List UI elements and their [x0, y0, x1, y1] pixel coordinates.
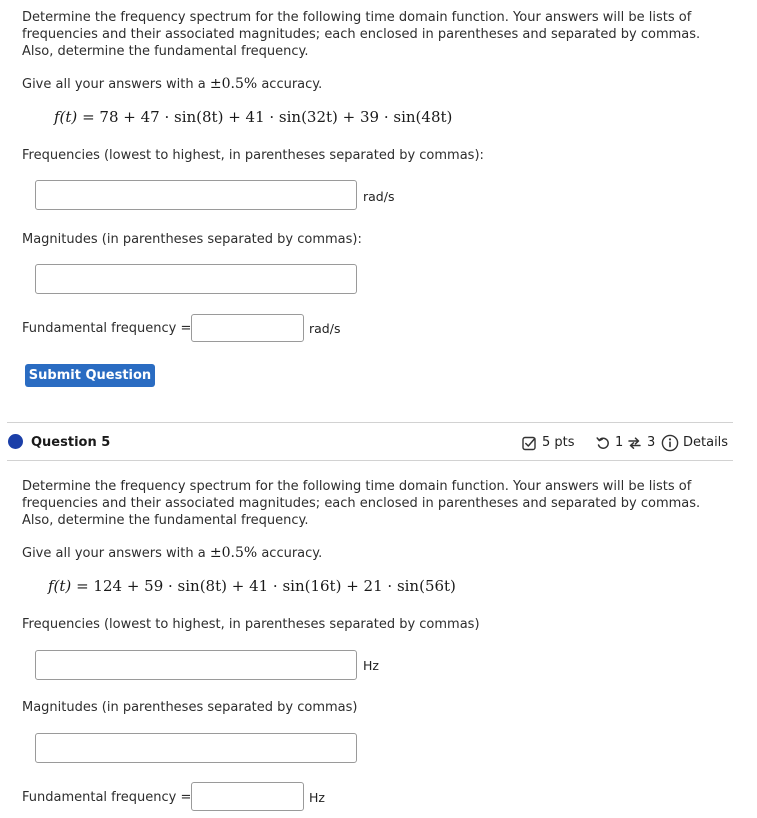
q4-freq-unit: rad/s — [363, 189, 395, 204]
q5-fund-unit: Hz — [309, 790, 325, 805]
q5-freq-unit: Hz — [363, 658, 379, 673]
q5-intro: Determine the frequency spectrum for the following time domain function. Your answers will be lists of frequencies and their associated magnitudes; each enclosed in parentheses and separated by commas. Also, determine the fundamental frequency. — [22, 479, 701, 528]
q4-accuracy-math: ±0.5% — [209, 76, 258, 92]
q5-freq-label: Frequencies (lowest to highest, in parentheses separated by commas) — [22, 617, 480, 632]
q5-details-link[interactable]: Details — [683, 435, 729, 450]
q4-equation-rhs: = 78 + 47 · sin(8t) + 41 · sin(32t) + 39 · sin(48t) — [82, 108, 453, 126]
q5-retries: 3 — [647, 435, 656, 450]
q5-accuracy-suffix: accuracy. — [261, 546, 323, 561]
q5-accuracy-prefix: Give all your answers with a — [22, 546, 206, 561]
checkbox-points-icon — [522, 436, 537, 451]
q4-accuracy-prefix: Give all your answers with a — [22, 77, 206, 92]
q5-points: 5 pts — [542, 435, 575, 450]
q4-freq-label: Frequencies (lowest to highest, in parentheses separated by commas): — [22, 148, 484, 163]
q4-equation-lhs: f(t) — [54, 108, 78, 126]
q5-frequencies-input[interactable] — [35, 650, 357, 680]
q4-accuracy-suffix: accuracy. — [261, 77, 323, 92]
q4-magnitudes-input[interactable] — [35, 264, 357, 294]
q5-title: Question 5 — [31, 435, 111, 450]
q5-accuracy-math: ±0.5% — [209, 545, 258, 561]
q5-top-divider — [7, 422, 733, 423]
q5-equation-lhs: f(t) — [48, 577, 72, 595]
q5-equation-rhs: = 124 + 59 · sin(8t) + 41 · sin(16t) + 21 · sin(56t) — [76, 577, 456, 595]
question-status-bullet — [8, 434, 23, 449]
q4-fund-unit: rad/s — [309, 321, 341, 336]
info-icon[interactable] — [661, 434, 679, 452]
undo-attempts-icon — [596, 436, 610, 450]
q5-fundamental-input[interactable] — [191, 782, 304, 811]
q4-equation — [54, 108, 452, 126]
q4-intro: Determine the frequency spectrum for the following time domain function. Your answers will be lists of frequencies and their associated magnitudes; each enclosed in parentheses and separated by commas. Also, determine the fundamental frequency. — [22, 10, 701, 59]
q5-fund-label: Fundamental frequency = — [22, 790, 192, 805]
submit-question-button[interactable]: Submit Question — [25, 364, 155, 387]
retry-arrows-icon — [627, 436, 642, 450]
q4-frequencies-input[interactable] — [35, 180, 357, 210]
q5-equation — [48, 577, 456, 595]
q4-mag-label: Magnitudes (in parentheses separated by commas): — [22, 232, 362, 247]
q5-magnitudes-input[interactable] — [35, 733, 357, 763]
q4-accuracy — [22, 76, 322, 93]
q5-attempts: 1 — [615, 435, 624, 450]
q5-accuracy — [22, 545, 322, 562]
q4-fund-label: Fundamental frequency = — [22, 321, 192, 336]
q5-meta-bar — [522, 434, 732, 452]
q5-mag-label: Magnitudes (in parentheses separated by commas) — [22, 700, 358, 715]
q4-fundamental-input[interactable] — [191, 314, 304, 342]
q5-bottom-divider — [7, 460, 733, 461]
